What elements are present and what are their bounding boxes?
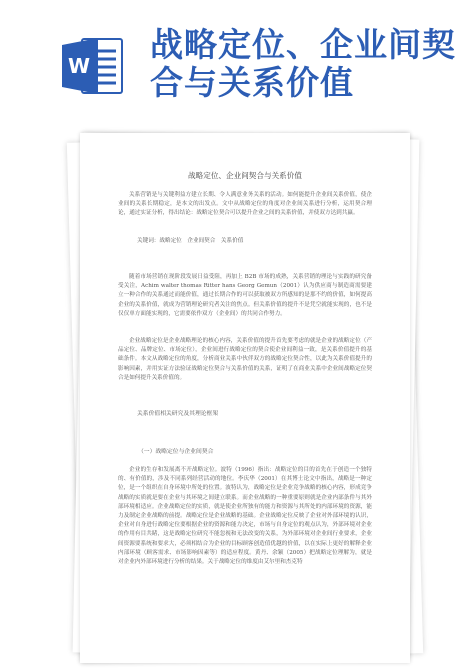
keywords: 关键词：战略定位 企业间契合 关系价值: [137, 238, 244, 244]
header-banner: [0, 0, 474, 118]
subsection-heading: （一）战略定位与企业间契合: [138, 449, 214, 455]
abstract: 关系营销是与关键利益方建立长期、令人满意业务关系的活动。如何能提升企业间关系价值，使企业间的关系长期稳定，是本文的出发点。文中从战略定位的角度对企业间关系进行分析，运用契合理论，通过实证分析，得出结论：战略定位契合可以提升企业之间的关系价值，并使双方达到共赢。: [118, 192, 372, 217]
document-title: 战略定位、企业间契合与关系价值: [188, 171, 302, 180]
svg-text:W: W: [67, 54, 91, 78]
section-heading: 关系价值相关研究及其理论框架: [137, 411, 219, 417]
document-page: [80, 133, 410, 663]
word-icon: [62, 35, 124, 97]
paragraph: 随着市场营销在现阶段发展日益受阻，再加上 B2B 市场的成熟，关系营销的理论与实践的研究备受关注，Achim walter thomas Ritter hans Georg Gemun（2001）认为供应商与制造商需要建立一种合作的关系通过而能价值，通过长期合作的可以获取被双方所感知的是那不约的价值，如何提高企业的关系价值，就成为营销理论研究者关注的焦点。但关系价值的提升不是凭空就能实现的，也不是仅仅单方面能实现的，它需要依作双方（企业间）的共同合作努力。: [118, 274, 372, 317]
paragraph: 企业战略定位是企业战略理论的核心内容，关系价值的提升首先要考虑的就是企业的战略定位（产品定位、品牌定位、市场定位），企业间进行战略定位的契合使企业间利益一致，是关系价值提升的基础条件。本文从战略定位的角度，分析商业关系中伙伴双方的战略定位契合性，以此为关系价值提升的影响因素，并用实证方法验证战略定位契合与关系价值的关系，证明了在商业关系中企业间战略定位契合是如何提升关系价值的。: [118, 338, 372, 381]
paragraph: 企业的生存和发展离不开战略定位。波特（1996）指出：战略定位的目的首先在于创造一个独特的、有价值的，涉及不同系列经营活动的地位。李庆华（2001）在其博士论文中指出，战略是一种定位，是一个组织在自身环境中所处的位置。波特认为，战略定位是企业竞争战略的核心内容，形成竞争战略的实质就是要在企业与其环境之间建立联系。而企业战略的一种重要原则就是企业内部条件与其外部环境相适应。企业战略定位的实质，就是使企业所独有的能力和资源与其所处的内部环境的资源，能力及制定企业战略的前提。战略定位是企业战略的基础。企业战略定位反映了企业对外部环境的认识，企业对自身进行战略定位要根据企业的资源和能力决定，市场与自身定位的观点认为，外部环境对企业的作用有目共睹，这是战略定位研究不能忽视和无法改变的关系，为外部环境对企业间行业要求，企业间资源要系统和要求大，必须相结合为企业的目标顾客创造值优越的价值，以在实际上更好的解释企业内部环境（顾客需求、市场影响因素等）的适应程度。黄丹、余颖（2005）把战略定位理解为，就是对企业内外部环境进行分析的结果。关于战略定位的维度由艾尔里和杰克特: [118, 467, 372, 566]
page-title: 战略定位、企业间契合与关系价值: [150, 25, 456, 102]
